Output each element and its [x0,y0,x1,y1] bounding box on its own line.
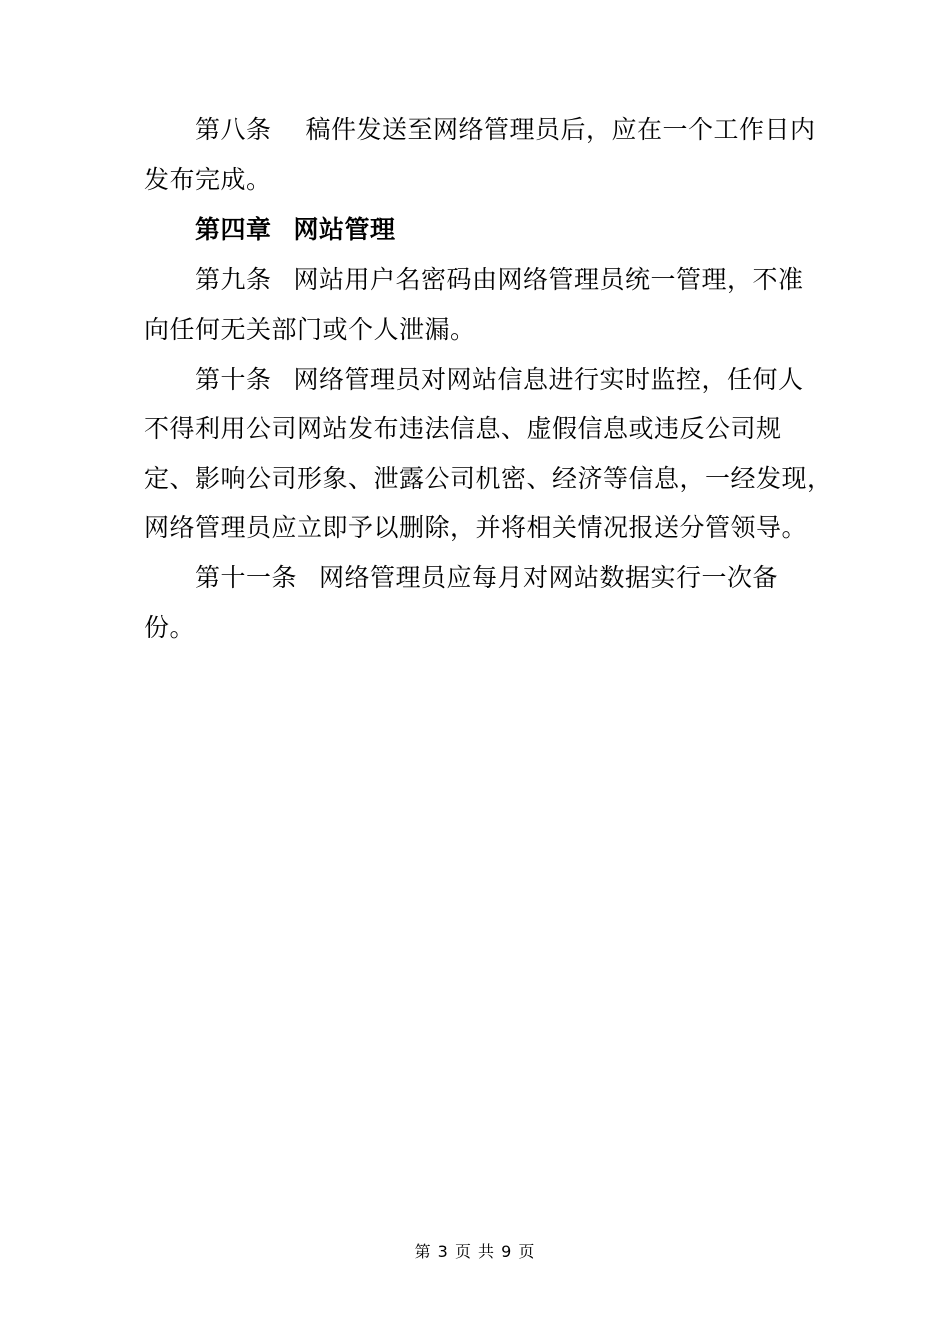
article-10-line-1 [195,364,804,396]
article-10-label: 第十条 [195,365,272,394]
article-8-label: 第八条 [195,115,272,144]
article-8-text: 稿件发送至网络管理员后，应在一个工作日内 [305,115,816,144]
article-10-line-3: 定、影响公司形象、泄露公司机密、经济等信息，一经发现， [144,464,833,493]
article-9-label: 第九条 [195,265,272,294]
article-10-line-4: 网络管理员应立即予以删除，并将相关情况报送分管领导。 [144,513,808,542]
article-8-line-2: 发布完成。 [144,165,272,194]
article-11-line-1 [195,562,778,594]
article-9-line-1 [195,264,804,296]
page-number-footer: 第 3 页 共 9 页 [414,1242,536,1261]
article-9-line-2: 向任何无关部门或个人泄漏。 [144,315,476,344]
chapter-4-title: 网站管理 [293,215,396,244]
article-11-label: 第十一条 [195,563,298,592]
article-10-text: 网络管理员对网站信息进行实时监控，任何人 [293,365,804,394]
chapter-4-heading [195,214,396,246]
article-8-line-1 [195,114,816,146]
article-9-text: 网站用户名密码由网络管理员统一管理，不准 [293,265,804,294]
article-11-line-2: 份。 [144,613,196,642]
chapter-4-label: 第四章 [195,215,272,244]
article-11-text: 网络管理员应每月对网站数据实行一次备 [319,563,779,592]
article-10-line-2: 不得利用公司网站发布违法信息、虚假信息或违反公司规 [144,414,782,443]
